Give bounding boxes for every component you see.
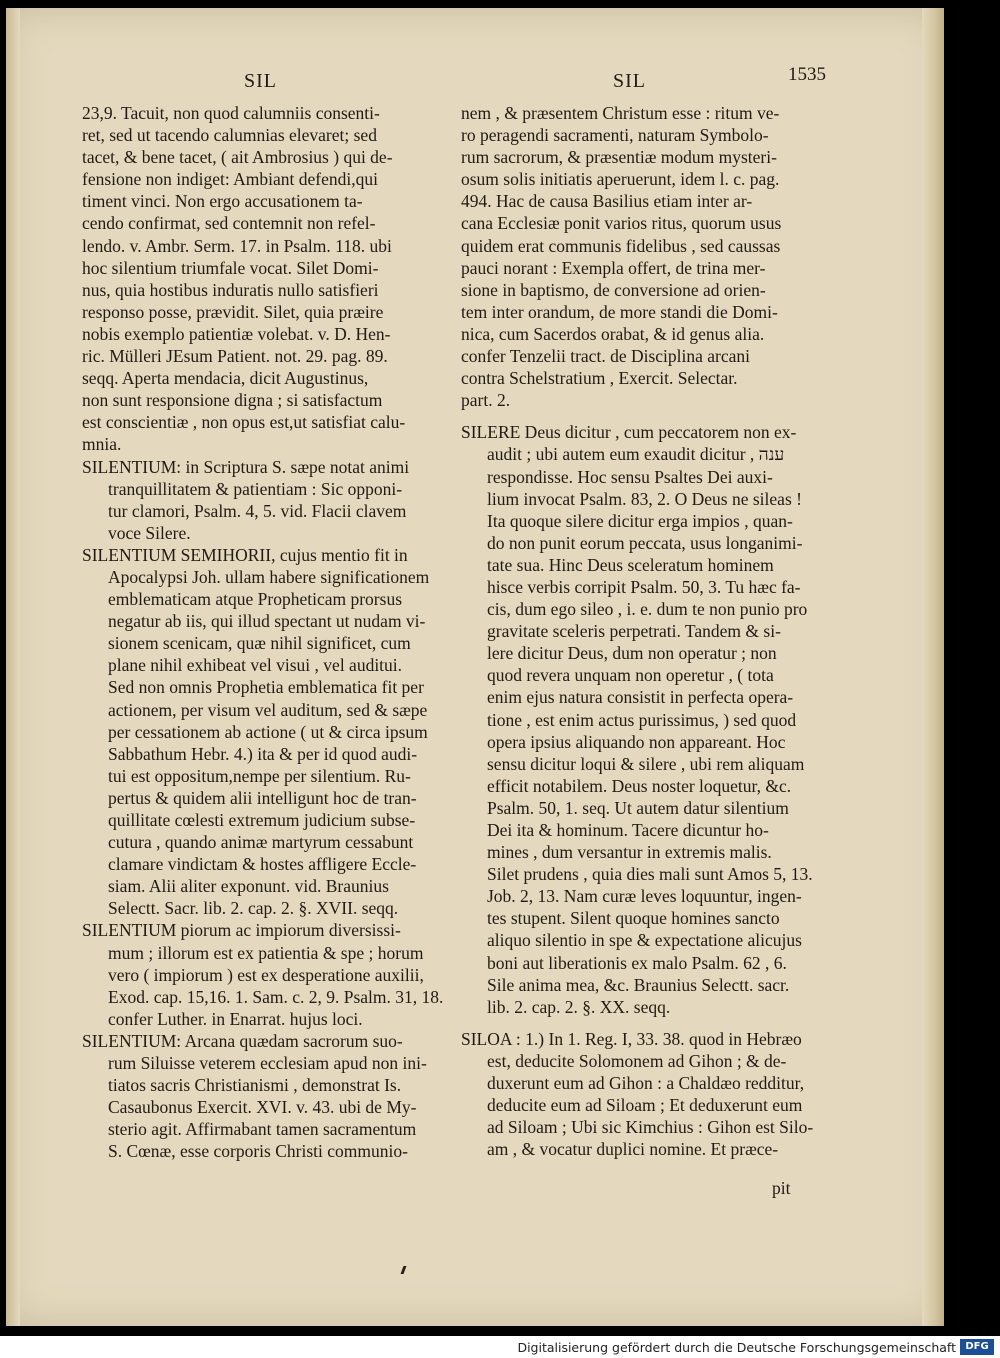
text-line: SILENTIUM: Arcana quædam sacrorum suo- <box>82 1030 403 1051</box>
text-line: nica, cum Sacerdos orabat, & id genus alia. <box>461 323 765 344</box>
text-line: nem , & præsentem Christum esse : ritum ve- <box>461 103 780 123</box>
headword-left: SIL <box>244 70 277 92</box>
text-line: Psalm. 50, 1. seq. Ut autem datur silentium <box>487 797 789 818</box>
text-line: actionem, per visum vel auditum, sed & sæpe <box>108 699 428 720</box>
text-line: negatur ab iis, qui illud spectant ut nudam vi- <box>108 611 426 632</box>
text-line: Silet prudens , quia dies mali sunt Amos 5, 13. <box>487 864 813 885</box>
text-line: est conscientiæ , non opus est,ut satisfiat calu- <box>82 412 406 433</box>
text-line: tiatos sacris Christianismi , demonstrat Is. <box>108 1075 402 1096</box>
text-line: boni aut liberationis ex malo Psalm. 62 , 6. <box>487 952 787 973</box>
text-line: Ita quoque silere dicitur erga impios , quan- <box>487 510 793 531</box>
text-line: est, deducite Solomonem ad Gihon ; & de- <box>487 1050 787 1071</box>
text-line: rum Siluisse veterem ecclesiam apud non ini- <box>108 1053 427 1074</box>
dictionary-entry <box>82 544 428 920</box>
text-line: tes stupent. Silent quoque homines sancto <box>487 908 780 929</box>
text-line: Exod. cap. 15,16. 1. Sam. c. 2, 9. Psalm. 31, 18. <box>108 986 444 1007</box>
text-line: efficit notabilem. Deus noster loquetur, &c. <box>487 775 792 796</box>
text-line: pauci norant : Exempla offert, de trina mer- <box>461 257 766 278</box>
left-column <box>82 102 444 1163</box>
printer-mark <box>401 1266 407 1274</box>
text-line: 494. Hac de causa Basilius etiam inter ar- <box>461 191 753 212</box>
text-line: SILOA : 1.) In 1. Reg. I, 33. 38. quod in Hebræo <box>461 1028 802 1049</box>
text-line: confer Tenzelii tract. de Disciplina arcani <box>461 346 751 367</box>
text-line: S. Cœnæ, esse corporis Christi communio- <box>108 1141 408 1162</box>
text-line: lium invocat Psalm. 83, 2. O Deus ne sileas ! <box>487 488 802 509</box>
page-edge <box>922 8 944 1326</box>
text-line: Casaubonus Exercit. XVI. v. 43. ubi de My- <box>108 1097 417 1118</box>
text-line: SILENTIUM SEMIHORII, cujus mentio fit in <box>82 544 408 565</box>
text-line: Selectt. Sacr. lib. 2. cap. 2. §. XVII. seqq. <box>108 898 399 919</box>
text-line: 23,9. Tacuit, non quod calumniis consenti- <box>82 103 380 123</box>
text-line: clamare vindictam & hostes affligere Eccle- <box>108 854 417 875</box>
text-line: Dei ita & hominum. Tacere dicuntur ho- <box>487 820 769 840</box>
text-line: SILENTIUM: in Scriptura S. sæpe notat animi <box>82 456 410 477</box>
page-number: 1535 <box>788 64 826 85</box>
book-page <box>6 8 944 1326</box>
text-line: hoc silentium triumfale vocat. Silet Domi- <box>82 257 379 278</box>
text-line: hisce verbis corripit Psalm. 50, 3. Tu hæc fa- <box>487 576 801 597</box>
text-line: non sunt responsione digna ; si satisfactum <box>82 390 383 411</box>
text-line: SILERE Deus dicitur , cum peccatorem non ex- <box>461 422 797 443</box>
text-line: responso posse, prævidit. Silet, quia præire <box>82 301 384 322</box>
text-line: tacet, & bene tacet, ( ait Ambrosius ) qui de- <box>82 147 393 168</box>
text-line: quidem erat communis fidelibus , sed caussas <box>461 235 781 256</box>
dictionary-entry <box>82 1030 428 1163</box>
text-line: deducite eum ad Siloam ; Et deduxerunt eum <box>487 1095 803 1116</box>
dictionary-entry <box>461 1028 815 1161</box>
text-line: Job. 2, 13. Nam curæ leves loquuntur, ingen- <box>487 886 802 907</box>
text-line: aliquo silentio in spe & expectatione alicujus <box>487 930 802 951</box>
text-line: Sed non omnis Prophetia emblematica fit per <box>108 677 424 698</box>
running-header <box>6 64 944 94</box>
headword-right: SIL <box>613 70 646 92</box>
text-line: tione , est enim actus purissimus, ) sed quod <box>487 709 797 730</box>
text-line: respondisse. Hoc sensu Psaltes Dei auxi- <box>487 466 773 487</box>
text-line: contra Schelstratium , Exercit. Selectar. <box>461 368 738 389</box>
text-line: nobis exemplo patientiæ volebat. v. D. Hen- <box>82 323 391 344</box>
funding-notice: Digitalisierung gefördert durch die Deutsche Forschungsgemeinschaft <box>517 1340 956 1355</box>
text-line: nus, quia hostibus induratis nullo satisfieri <box>82 279 379 300</box>
dictionary-entry <box>82 102 428 456</box>
text-line: am , & vocatur duplici nomine. Et præce- <box>487 1139 779 1160</box>
dictionary-entry <box>82 456 428 544</box>
text-line: audit ; ubi autem eum exaudit dicitur , ענה <box>487 444 785 465</box>
text-line: timent vinci. Non ergo accusationem ta- <box>82 191 363 212</box>
text-line: sensu dicitur loqui & silere , ubi rem aliquam <box>487 753 805 774</box>
right-column <box>461 102 815 1160</box>
text-line: quod revera unquam non operetur , ( tota <box>487 665 774 686</box>
text-line: ad Siloam ; Ubi sic Kimchius : Gihon est Silo- <box>487 1117 814 1138</box>
text-line: pertus & quidem alii intelligunt hoc de tran- <box>108 787 417 808</box>
digitization-banner <box>0 1336 1000 1358</box>
text-line: tate sua. Hinc Deus sceleratum hominem <box>487 554 774 575</box>
text-line: cendo confirmat, sed contemnit non refel- <box>82 213 376 234</box>
text-line: mnia. <box>82 434 122 455</box>
text-line: plane nihil exhibeat vel visui , vel auditui. <box>108 655 403 676</box>
text-line: part. 2. <box>461 390 511 411</box>
text-line: emblematicam atque Propheticam prorsus <box>108 589 403 610</box>
text-line: do non punit eorum peccata, usus longanimi- <box>487 532 803 553</box>
text-line: tem inter orandum, de more standi die Domi- <box>461 301 778 322</box>
text-line: ric. Mülleri JEsum Patient. not. 29. pag. 89. <box>82 346 388 367</box>
dictionary-entry <box>82 919 444 1029</box>
text-line: ret, sed ut tacendo calumnias elevaret; sed <box>82 125 377 146</box>
page-gutter <box>6 8 20 1326</box>
text-line: mum ; illorum est ex patientia & spe ; horum <box>108 942 424 963</box>
text-line: voce Silere. <box>108 522 191 543</box>
text-line: sterio agit. Affirmabant tamen sacramentum <box>108 1119 417 1140</box>
text-line: ro peragendi sacramenti, naturam Symbolo- <box>461 125 769 146</box>
dictionary-entry <box>461 102 815 411</box>
text-line: cis, dum ego sileo , i. e. dum te non punio pro <box>487 599 808 620</box>
text-line: enim ejus natura consistit in perfecta opera- <box>487 687 794 708</box>
text-line: lere dicitur Deus, dum non operatur ; non <box>487 643 777 664</box>
text-line: duxerunt eum ad Gihon : a Chaldæo redditur, <box>487 1073 805 1094</box>
text-line: lib. 2. cap. 2. §. XX. seqq. <box>487 996 671 1017</box>
text-line: fensione non indiget: Ambiant defendi,qui <box>82 169 378 190</box>
text-line: rum sacrorum, & præsentiæ modum mysteri- <box>461 147 777 168</box>
text-line: vero ( impiorum ) est ex desperatione auxilii, <box>108 964 424 985</box>
text-line: Sile anima mea, &c. Braunius Selectt. sacr. <box>487 974 790 995</box>
dictionary-entry <box>461 421 815 1018</box>
text-line: mines , dum versantur in extremis malis. <box>487 842 772 863</box>
text-line: tranquillitatem & patientiam : Sic opponi- <box>108 478 403 499</box>
text-line: seqq. Aperta mendacia, dicit Augustinus, <box>82 368 369 389</box>
text-line: cana Ecclesiæ ponit varios ritus, quorum usus <box>461 213 782 234</box>
text-line: Sabbathum Hebr. 4.) ita & per id quod audi- <box>108 743 418 764</box>
text-line: tui est oppositum,nempe per silentium. Ru- <box>108 765 411 786</box>
entry-gap <box>461 1018 815 1028</box>
text-line: osum solis initiatis aperuerunt, idem l. c. pag. <box>461 169 780 190</box>
text-line: confer Luther. in Enarrat. hujus loci. <box>108 1008 363 1029</box>
text-line: quillitate cœlesti extremum judicium subse- <box>108 810 416 830</box>
text-line: siam. Alii aliter exponunt. vid. Braunius <box>108 876 389 897</box>
entry-gap <box>461 411 815 421</box>
text-line: sionem scenicam, quæ nihil significet, cum <box>108 633 411 654</box>
dfg-logo: DFG <box>960 1339 994 1355</box>
text-line: Apocalypsi Joh. ullam habere significationem <box>108 566 430 587</box>
text-line: lendo. v. Ambr. Serm. 17. in Psalm. 118. ubi <box>82 235 392 256</box>
text-line: cutura , quando animæ martyrum cessabunt <box>108 832 414 853</box>
text-line: per cessationem ab actione ( ut & circa ipsum <box>108 721 428 742</box>
text-line: tur clamori, Psalm. 4, 5. vid. Flacii clavem <box>108 500 407 521</box>
text-line: gravitate sceleris perpetrati. Tandem & si- <box>487 621 781 642</box>
catchword: pit <box>772 1178 791 1198</box>
text-line: sione in baptismo, de conversione ad orien- <box>461 279 766 300</box>
text-line: SILENTIUM piorum ac impiorum diversissi- <box>82 920 401 941</box>
text-line: opera ipsius aliquando non appareant. Hoc <box>487 731 786 752</box>
